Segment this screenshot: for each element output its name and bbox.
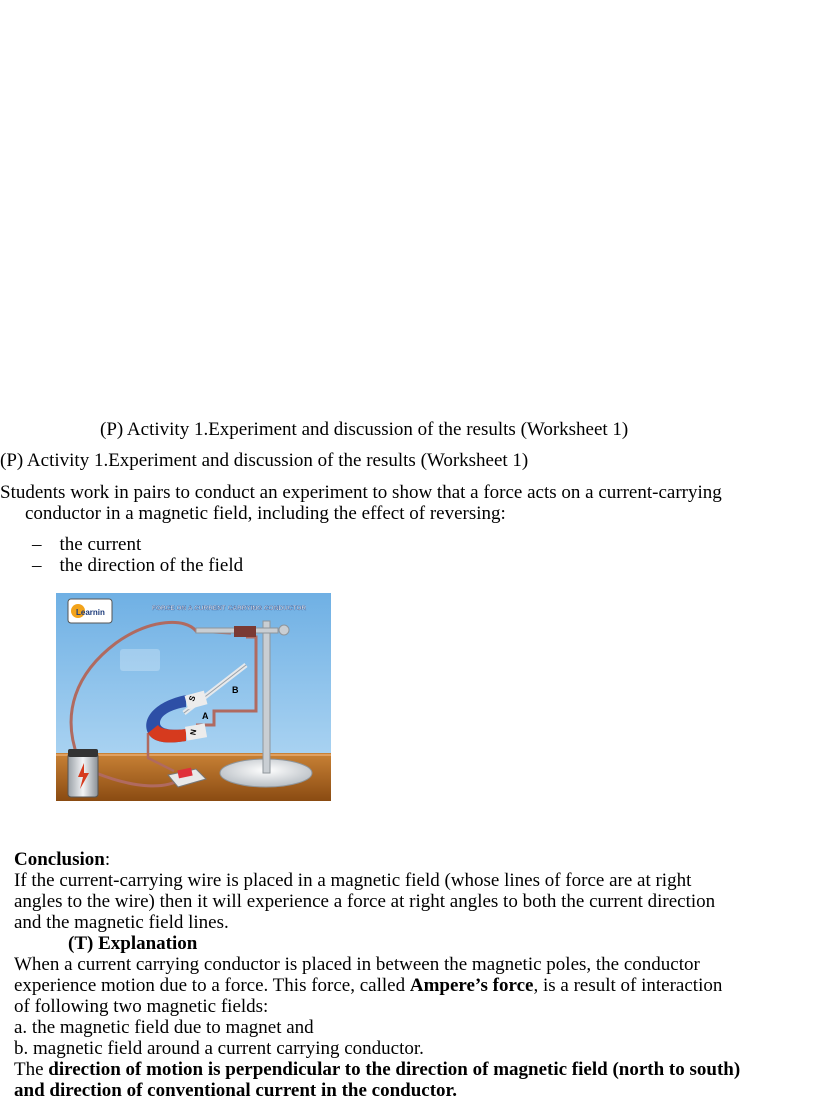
label-s: S xyxy=(187,694,198,703)
experiment-illustration xyxy=(56,593,331,801)
intro-line-1: Students work in pairs to conduct an experiment to show that a force acts on a current-carrying xyxy=(0,482,722,503)
explanation-item-a: a. the magnetic field due to magnet and xyxy=(14,1017,314,1038)
explanation-line-2-pre: experience motion due to a force. This force, called xyxy=(14,975,410,996)
conclusion-line-3: and the magnetic field lines. xyxy=(14,912,229,933)
activity-heading-bulleted xyxy=(100,419,628,441)
explanation-line-2-post: , is a result of interaction xyxy=(533,975,723,996)
label-a: A xyxy=(202,711,209,721)
experiment-figure xyxy=(56,593,331,801)
conclusion-line-2: angles to the wire) then it will experience a force at right angles to both the current direction xyxy=(14,891,716,912)
list-item-text: the direction of the field xyxy=(59,555,244,576)
explanation-final-line-2: and direction of conventional current in the conductor. xyxy=(14,1080,457,1101)
figure-title: FORCE ON A CURRENT CARRYING CONDUCTOR xyxy=(152,605,307,612)
battery-cap xyxy=(68,749,98,757)
explanation-final-pre: The xyxy=(14,1059,49,1080)
list-dash: – xyxy=(32,534,42,555)
amperes-force-term: Ampere’s force xyxy=(409,975,534,996)
activity-heading: (P) Activity 1.Experiment and discussion of the results (Worksheet 1) xyxy=(0,450,529,471)
explanation-line-2 xyxy=(14,975,722,997)
label-n: N xyxy=(188,728,199,736)
explanation-final-bold-1: direction of motion is perpendicular to the direction of magnetic field (north to south) xyxy=(48,1059,741,1080)
list-item-text: the current xyxy=(59,534,142,555)
logo-text: Learnin xyxy=(76,608,105,617)
conclusion-heading-colon: : xyxy=(104,849,111,870)
explanation-final-line-1 xyxy=(14,1059,740,1081)
conclusion-line-1: If the current-carrying wire is placed in a magnetic field (whose lines of force are at right xyxy=(14,870,692,891)
list-item xyxy=(32,534,141,556)
stand-rod xyxy=(263,621,270,773)
explanation-line-1: When a current carrying conductor is placed in between the magnetic poles, the conductor xyxy=(14,954,700,975)
explanation-item-b: b. magnetic field around a current carrying conductor. xyxy=(14,1038,424,1059)
clamp xyxy=(234,626,256,637)
list-dash: – xyxy=(32,555,42,576)
intro-line-2: conductor in a magnetic field, including the effect of reversing: xyxy=(25,503,506,524)
activity-heading-text: (P) Activity 1.Experiment and discussion of the results (Worksheet 1) xyxy=(100,419,629,440)
label-b: B xyxy=(232,685,239,695)
list-item xyxy=(32,555,243,577)
watermark-logo xyxy=(120,649,160,671)
conclusion-heading-text: Conclusion xyxy=(14,849,105,870)
explanation-line-3: of following two magnetic fields: xyxy=(14,996,269,1017)
explanation-heading: (T) Explanation xyxy=(68,933,198,954)
conclusion-heading xyxy=(14,849,110,871)
